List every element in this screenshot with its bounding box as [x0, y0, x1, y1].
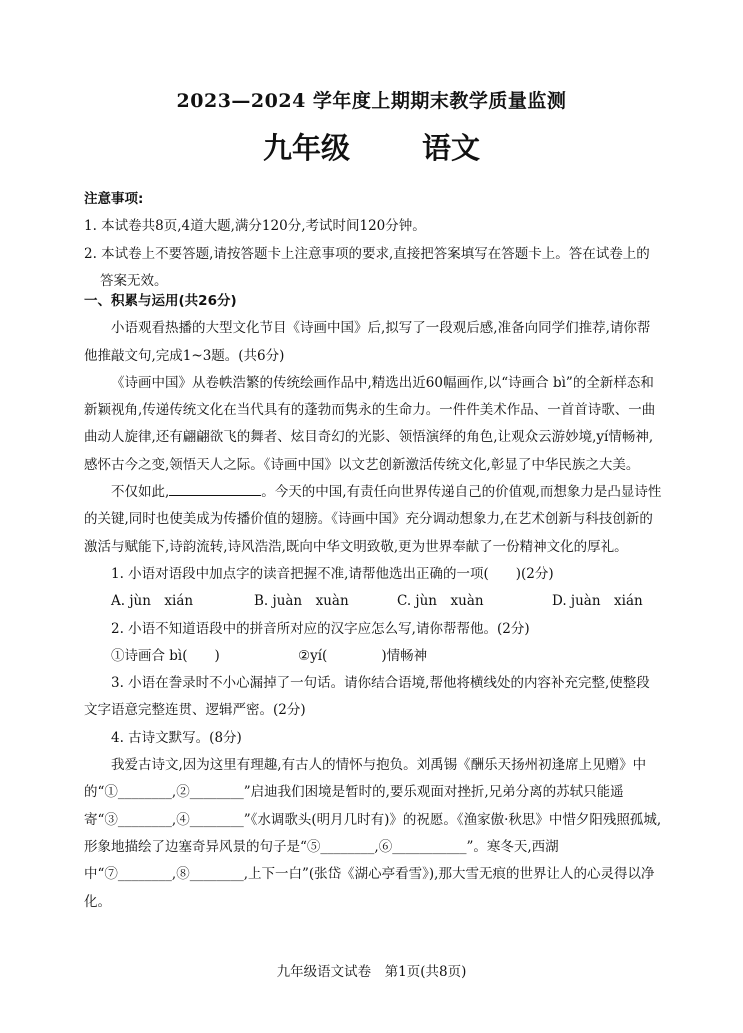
option-a: A. jùn xián [111, 593, 194, 610]
answer-blank-line [169, 481, 261, 496]
question-2-item-a: ①诗画合 bì( ) [111, 647, 220, 664]
question-2-items [111, 643, 662, 670]
section-intro: 小语观看热播的大型文化节目《诗画中国》后,拟写了一段观后感,准备向同学们推荐,请你帮他推敲文句,完成1~3题。(共6分) [84, 320, 651, 364]
question-3: 3. 小语在誊录时不小心漏掉了一句话。请你结合语境,帮他将横线处的内容补充完整,使整段文字语意完整连贯、逻辑严密。(2分) [84, 675, 650, 719]
passage-2-start: 不仅如此, [111, 484, 170, 501]
question-2-item-b: ②yí( )情畅神 [298, 647, 428, 664]
question-1: 1. 小语对语段中加点字的读音把握不准,请帮他选出正确的一项( )(2分) [111, 565, 554, 582]
question-4-text: 我爱古诗文,因为这里有理趣,有古人的情怀与抱负。刘禹锡《酬乐天扬州初逢席上见赠》中的“①________,②________”启迪我们困境是暂时的,要乐观面对挫折,兄弟分离的苏轼只能遥寄“③________,④________”《水调歌头(明月几时有)》的祝愿。《渔家傲·秋思》中惜夕阳残照孤城,形象地描绘了边塞奇异风景的句子是“⑤________,⑥___________”。寒冬天,西湖中“⑦________,⑧________,上下一白”(张岱《湖心亭看雪》),那大雪无痕的世界让人的心灵得以净化。 [84, 757, 662, 910]
question-4: 4. 古诗文默写。(8分) [111, 729, 242, 746]
option-d: D. juàn xián [552, 593, 643, 610]
section-1 [84, 288, 662, 916]
notes-heading: 注意事项: [84, 191, 144, 207]
option-b: B. juàn xuàn [254, 593, 349, 610]
grade-label: 九年级 [262, 131, 350, 165]
passage-paragraph-1: 《诗画中国》从卷帙浩繁的传统绘画作品中,精选出近60幅画作,以“诗画合 bì”的全新样态和新颖视角,传递传统文化在当代具有的蓬勃而隽永的生命力。一件件美术作品、一首首诗歌、一曲曲动人旋律,还有翩翩欲飞的舞者、炫目奇幻的光影、领悟演绎的角色,让观众云游妙境,yí情畅神,感怀古今之变,领悟天人之际。《诗画中国》以文艺创新激活传统文化,彰显了中华民族之大美。 [84, 374, 656, 473]
passage-2-rest: 。今天的中国,有责任向世界传递自己的价值观,而想象力是凸显诗性的关键,同时也使美成为传播价值的翅膀。《诗画中国》充分调动想象力,在艺术创新与科技创新的激活与赋能下,诗韵流转,诗风浩浩,既向中华文明致敬,更为世界奉献了一份精神文化的厚礼。 [84, 484, 662, 555]
passage-paragraph-2 [84, 479, 662, 561]
subject-label: 语文 [422, 131, 481, 165]
question-1-options [111, 588, 662, 615]
note-item: 1. 本试卷共8页,4道大题,满分120分,考试时间120分钟。 [84, 218, 426, 235]
question-2: 2. 小语不知道语段中的拼音所对应的汉字应怎么写,请你帮帮他。(2分) [111, 620, 530, 637]
notes-block [84, 186, 662, 295]
section-heading: 一、积累与运用(共26分) [84, 293, 237, 309]
option-c: C. jùn xuàn [397, 593, 484, 610]
note-item: 2. 本试卷上不要答题,请按答题卡上注意事项的要求,直接把答案填写在答题卡上。答在试卷上的答案无效。 [84, 245, 650, 289]
page-footer: 九年级语文试卷 第1页(共8页) [276, 964, 467, 980]
exam-title: 2023—2024 学年度上期期末教学质量监测 [176, 90, 567, 112]
grade-subject-heading [0, 126, 743, 167]
